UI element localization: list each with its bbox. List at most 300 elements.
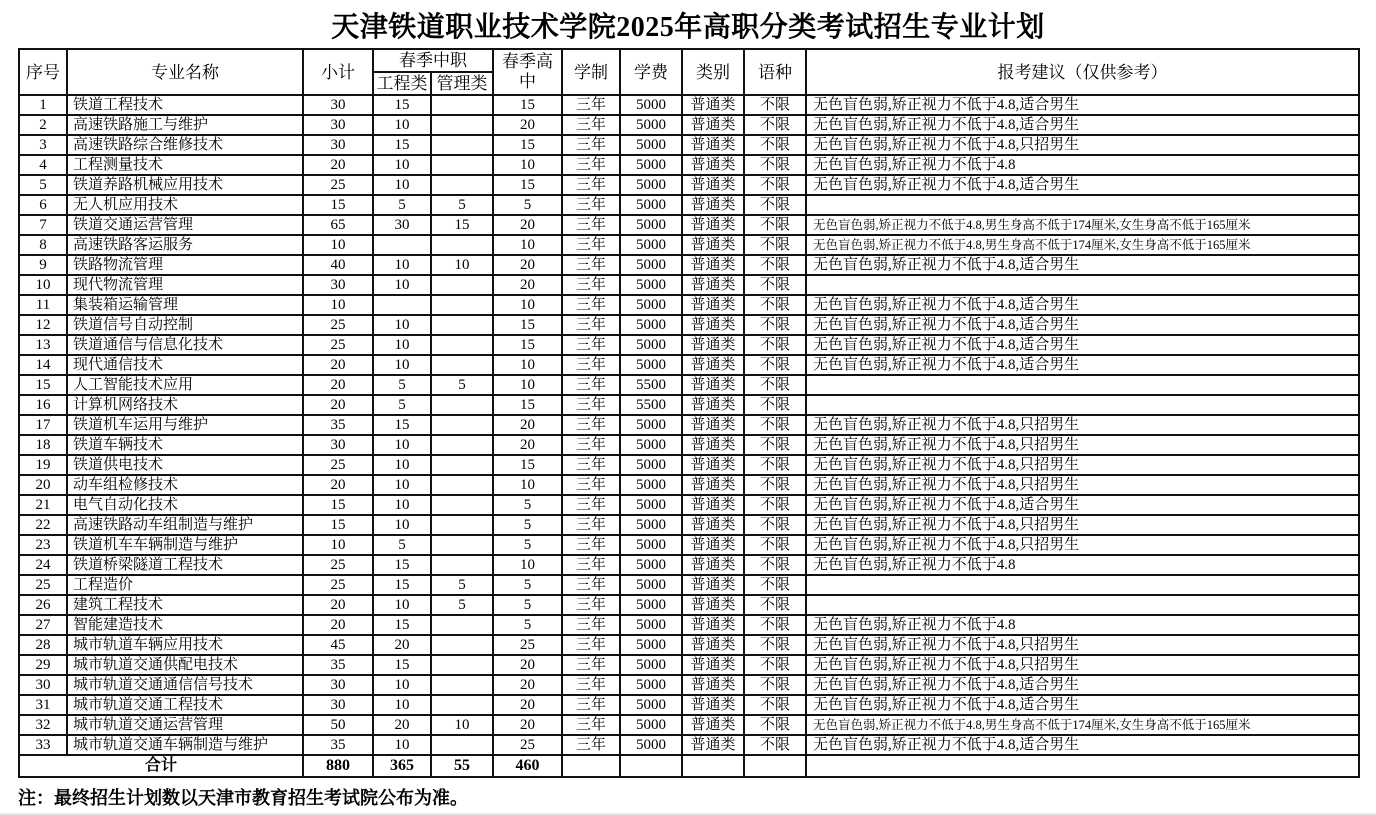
table-row — [19, 175, 1359, 195]
cell-subtotal: 30 — [303, 135, 373, 155]
cell-category: 普通类 — [682, 495, 744, 515]
cell-advice: 无色盲色弱,矫正视力不低于4.8,只招男生 — [806, 435, 1359, 455]
cell-management-count — [431, 675, 493, 695]
cell-management-count — [431, 155, 493, 175]
table-row — [19, 535, 1359, 555]
cell-spring-high-count: 20 — [493, 695, 562, 715]
cell-duration: 三年 — [562, 735, 620, 755]
cell-major-name: 铁道通信与信息化技术 — [67, 335, 303, 355]
cell-major-name: 人工智能技术应用 — [67, 375, 303, 395]
cell-row-number: 10 — [19, 275, 67, 295]
cell-category: 普通类 — [682, 175, 744, 195]
cell-management-count: 5 — [431, 595, 493, 615]
cell-tuition: 5000 — [620, 475, 682, 495]
cell-spring-high-count: 10 — [493, 295, 562, 315]
cell-tuition: 5000 — [620, 735, 682, 755]
table-row — [19, 715, 1359, 735]
cell-language: 不限 — [744, 695, 806, 715]
cell-major-name: 铁道车辆技术 — [67, 435, 303, 455]
cell-subtotal: 30 — [303, 95, 373, 115]
cell-management-count: 10 — [431, 255, 493, 275]
cell-spring-high-count: 20 — [493, 215, 562, 235]
table-row — [19, 255, 1359, 275]
cell-language: 不限 — [744, 315, 806, 335]
cell-category: 普通类 — [682, 455, 744, 475]
cell-engineering-count: 10 — [373, 515, 431, 535]
cell-row-number: 5 — [19, 175, 67, 195]
cell-advice — [806, 275, 1359, 295]
header-duration: 学制 — [562, 49, 620, 95]
cell-duration: 三年 — [562, 695, 620, 715]
cell-language: 不限 — [744, 95, 806, 115]
cell-row-number: 30 — [19, 675, 67, 695]
cell-row-number: 2 — [19, 115, 67, 135]
cell-management-count — [431, 555, 493, 575]
table-row — [19, 355, 1359, 375]
cell-duration: 三年 — [562, 535, 620, 555]
cell-row-number: 20 — [19, 475, 67, 495]
cell-duration: 三年 — [562, 435, 620, 455]
cell-management-count — [431, 435, 493, 455]
cell-management-count: 15 — [431, 215, 493, 235]
cell-advice: 无色盲色弱,矫正视力不低于4.8,只招男生 — [806, 535, 1359, 555]
cell-major-name: 动车组检修技术 — [67, 475, 303, 495]
cell-management-count — [431, 115, 493, 135]
cell-advice: 无色盲色弱,矫正视力不低于4.8,适合男生 — [806, 175, 1359, 195]
cell-subtotal: 20 — [303, 395, 373, 415]
cell-advice — [806, 375, 1359, 395]
cell-language: 不限 — [744, 175, 806, 195]
cell-major-name: 工程造价 — [67, 575, 303, 595]
cell-advice: 无色盲色弱,矫正视力不低于4.8,适合男生 — [806, 695, 1359, 715]
cell-language: 不限 — [744, 135, 806, 155]
cell-language: 不限 — [744, 715, 806, 735]
cell-engineering-count: 15 — [373, 615, 431, 635]
cell-row-number: 9 — [19, 255, 67, 275]
cell-total-management: 55 — [431, 755, 493, 777]
table-row — [19, 595, 1359, 615]
cell-tuition: 5000 — [620, 715, 682, 735]
cell-duration: 三年 — [562, 615, 620, 635]
cell-duration: 三年 — [562, 575, 620, 595]
cell-management-count — [431, 695, 493, 715]
cell-duration: 三年 — [562, 155, 620, 175]
cell-duration: 三年 — [562, 275, 620, 295]
cell-advice: 无色盲色弱,矫正视力不低于4.8 — [806, 155, 1359, 175]
cell-tuition: 5000 — [620, 595, 682, 615]
header-advice: 报考建议（仅供参考） — [806, 49, 1359, 95]
cell-duration: 三年 — [562, 415, 620, 435]
cell-duration: 三年 — [562, 95, 620, 115]
cell-advice: 无色盲色弱,矫正视力不低于4.8,适合男生 — [806, 335, 1359, 355]
cell-spring-high-count: 20 — [493, 415, 562, 435]
cell-engineering-count: 20 — [373, 635, 431, 655]
cell-advice: 无色盲色弱,矫正视力不低于4.8,只招男生 — [806, 475, 1359, 495]
cell-total-spring-high: 460 — [493, 755, 562, 777]
cell-advice: 无色盲色弱,矫正视力不低于4.8,只招男生 — [806, 415, 1359, 435]
cell-tuition: 5500 — [620, 375, 682, 395]
cell-tuition: 5000 — [620, 555, 682, 575]
cell-engineering-count: 5 — [373, 375, 431, 395]
cell-row-number: 22 — [19, 515, 67, 535]
cell-duration: 三年 — [562, 255, 620, 275]
cell-category: 普通类 — [682, 235, 744, 255]
cell-language: 不限 — [744, 735, 806, 755]
cell-duration: 三年 — [562, 235, 620, 255]
cell-language: 不限 — [744, 375, 806, 395]
cell-advice: 无色盲色弱,矫正视力不低于4.8,只招男生 — [806, 455, 1359, 475]
total-row — [19, 755, 1359, 777]
cell-subtotal: 15 — [303, 495, 373, 515]
cell-duration: 三年 — [562, 135, 620, 155]
cell-duration: 三年 — [562, 595, 620, 615]
cell-engineering-count: 10 — [373, 455, 431, 475]
cell-major-name: 高速铁路动车组制造与维护 — [67, 515, 303, 535]
cell-advice: 无色盲色弱,矫正视力不低于4.8,适合男生 — [806, 95, 1359, 115]
cell-total-subtotal: 880 — [303, 755, 373, 777]
cell-advice: 无色盲色弱,矫正视力不低于4.8,男生身高不低于174厘米,女生身高不低于165厘米 — [806, 715, 1359, 735]
cell-major-name: 高速铁路客运服务 — [67, 235, 303, 255]
cell-spring-high-count: 25 — [493, 635, 562, 655]
cell-management-count: 5 — [431, 195, 493, 215]
table-row — [19, 675, 1359, 695]
cell-category: 普通类 — [682, 315, 744, 335]
cell-spring-high-count: 10 — [493, 155, 562, 175]
cell-management-count — [431, 475, 493, 495]
cell-management-count — [431, 655, 493, 675]
table-row — [19, 335, 1359, 355]
cell-major-name: 智能建造技术 — [67, 615, 303, 635]
cell-subtotal: 25 — [303, 575, 373, 595]
cell-major-name: 铁道供电技术 — [67, 455, 303, 475]
table-header — [19, 49, 1359, 95]
cell-spring-high-count: 15 — [493, 335, 562, 355]
cell-subtotal: 20 — [303, 615, 373, 635]
cell-engineering-count: 10 — [373, 675, 431, 695]
cell-spring-high-count: 5 — [493, 495, 562, 515]
table-row — [19, 275, 1359, 295]
cell-spring-high-count: 10 — [493, 355, 562, 375]
cell-row-number: 21 — [19, 495, 67, 515]
cell-spring-high-count: 25 — [493, 735, 562, 755]
cell-tuition: 5000 — [620, 635, 682, 655]
cell-subtotal: 25 — [303, 315, 373, 335]
cell-advice: 无色盲色弱,矫正视力不低于4.8,只招男生 — [806, 655, 1359, 675]
cell-advice: 无色盲色弱,矫正视力不低于4.8,男生身高不低于174厘米,女生身高不低于165厘米 — [806, 235, 1359, 255]
cell-advice: 无色盲色弱,矫正视力不低于4.8 — [806, 555, 1359, 575]
cell-advice: 无色盲色弱,矫正视力不低于4.8,适合男生 — [806, 115, 1359, 135]
cell-advice — [806, 395, 1359, 415]
header-category: 类别 — [682, 49, 744, 95]
cell-category: 普通类 — [682, 435, 744, 455]
cell-spring-high-count: 15 — [493, 395, 562, 415]
cell-row-number: 33 — [19, 735, 67, 755]
cell-subtotal: 35 — [303, 735, 373, 755]
enrollment-plan-table — [18, 48, 1360, 778]
cell-engineering-count: 30 — [373, 215, 431, 235]
cell-category: 普通类 — [682, 575, 744, 595]
header-management: 管理类 — [431, 72, 493, 95]
cell-management-count — [431, 535, 493, 555]
cell-engineering-count: 10 — [373, 495, 431, 515]
cell-subtotal: 25 — [303, 335, 373, 355]
cell-category: 普通类 — [682, 595, 744, 615]
cell-subtotal: 20 — [303, 595, 373, 615]
cell-advice — [806, 195, 1359, 215]
cell-tuition: 5500 — [620, 395, 682, 415]
table-row — [19, 415, 1359, 435]
cell-tuition: 5000 — [620, 415, 682, 435]
cell-subtotal: 50 — [303, 715, 373, 735]
cell-major-name: 现代通信技术 — [67, 355, 303, 375]
cell-tuition: 5000 — [620, 615, 682, 635]
cell-duration: 三年 — [562, 395, 620, 415]
table-row — [19, 295, 1359, 315]
cell-category: 普通类 — [682, 215, 744, 235]
cell-duration: 三年 — [562, 195, 620, 215]
cell-tuition: 5000 — [620, 135, 682, 155]
table-row — [19, 495, 1359, 515]
cell-category: 普通类 — [682, 275, 744, 295]
cell-management-count — [431, 335, 493, 355]
table-row — [19, 395, 1359, 415]
cell-advice — [806, 595, 1359, 615]
cell-row-number: 13 — [19, 335, 67, 355]
cell-language: 不限 — [744, 455, 806, 475]
cell-row-number: 19 — [19, 455, 67, 475]
cell-spring-high-count: 20 — [493, 655, 562, 675]
cell-spring-high-count: 5 — [493, 615, 562, 635]
table-row — [19, 515, 1359, 535]
cell-row-number: 3 — [19, 135, 67, 155]
cell-row-number: 12 — [19, 315, 67, 335]
cell-spring-high-count: 15 — [493, 455, 562, 475]
cell-engineering-count: 10 — [373, 355, 431, 375]
cell-major-name: 无人机应用技术 — [67, 195, 303, 215]
cell-row-number: 15 — [19, 375, 67, 395]
table-row — [19, 475, 1359, 495]
table-row — [19, 195, 1359, 215]
cell-engineering-count: 15 — [373, 95, 431, 115]
cell-duration: 三年 — [562, 315, 620, 335]
cell-language: 不限 — [744, 535, 806, 555]
cell-management-count — [431, 235, 493, 255]
table-row — [19, 315, 1359, 335]
cell-major-name: 城市轨道交通车辆制造与维护 — [67, 735, 303, 755]
header-no: 序号 — [19, 49, 67, 95]
cell-subtotal: 30 — [303, 675, 373, 695]
cell-major-name: 电气自动化技术 — [67, 495, 303, 515]
cell-tuition: 5000 — [620, 515, 682, 535]
table-row — [19, 615, 1359, 635]
cell-tuition: 5000 — [620, 315, 682, 335]
header-subtotal: 小计 — [303, 49, 373, 95]
cell-language: 不限 — [744, 335, 806, 355]
cell-row-number: 18 — [19, 435, 67, 455]
cell-major-name: 铁道交通运营管理 — [67, 215, 303, 235]
cell-row-number: 32 — [19, 715, 67, 735]
cell-tuition: 5000 — [620, 155, 682, 175]
cell-total-duration — [562, 755, 620, 777]
cell-management-count — [431, 495, 493, 515]
cell-spring-high-count: 10 — [493, 235, 562, 255]
header-major: 专业名称 — [67, 49, 303, 95]
cell-subtotal: 15 — [303, 195, 373, 215]
cell-language: 不限 — [744, 575, 806, 595]
cell-advice: 无色盲色弱,矫正视力不低于4.8,只招男生 — [806, 135, 1359, 155]
cell-language: 不限 — [744, 395, 806, 415]
cell-engineering-count: 15 — [373, 135, 431, 155]
cell-major-name: 工程测量技术 — [67, 155, 303, 175]
cell-management-count — [431, 635, 493, 655]
cell-language: 不限 — [744, 355, 806, 375]
cell-duration: 三年 — [562, 355, 620, 375]
cell-subtotal: 35 — [303, 655, 373, 675]
cell-duration: 三年 — [562, 175, 620, 195]
header-tuition: 学费 — [620, 49, 682, 95]
cell-advice: 无色盲色弱,矫正视力不低于4.8,只招男生 — [806, 635, 1359, 655]
cell-tuition: 5000 — [620, 575, 682, 595]
cell-advice: 无色盲色弱,矫正视力不低于4.8,男生身高不低于174厘米,女生身高不低于165厘米 — [806, 215, 1359, 235]
cell-duration: 三年 — [562, 655, 620, 675]
cell-tuition: 5000 — [620, 495, 682, 515]
cell-tuition: 5000 — [620, 335, 682, 355]
cell-engineering-count: 10 — [373, 155, 431, 175]
cell-tuition: 5000 — [620, 115, 682, 135]
cell-language: 不限 — [744, 295, 806, 315]
cell-subtotal: 15 — [303, 515, 373, 535]
cell-engineering-count: 10 — [373, 695, 431, 715]
table-row — [19, 155, 1359, 175]
cell-engineering-count: 10 — [373, 595, 431, 615]
cell-engineering-count: 5 — [373, 395, 431, 415]
cell-spring-high-count: 15 — [493, 95, 562, 115]
page-title: 天津铁道职业技术学院2025年高职分类考试招生专业计划 — [331, 12, 1045, 43]
cell-duration: 三年 — [562, 375, 620, 395]
cell-tuition: 5000 — [620, 215, 682, 235]
cell-duration: 三年 — [562, 475, 620, 495]
cell-spring-high-count: 5 — [493, 595, 562, 615]
cell-tuition: 5000 — [620, 275, 682, 295]
cell-duration: 三年 — [562, 515, 620, 535]
cell-spring-high-count: 20 — [493, 435, 562, 455]
cell-language: 不限 — [744, 495, 806, 515]
table-row — [19, 655, 1359, 675]
cell-management-count — [431, 455, 493, 475]
cell-engineering-count: 10 — [373, 175, 431, 195]
cell-major-name: 铁路物流管理 — [67, 255, 303, 275]
cell-major-name: 铁道工程技术 — [67, 95, 303, 115]
cell-tuition: 5000 — [620, 655, 682, 675]
cell-management-count — [431, 135, 493, 155]
cell-duration: 三年 — [562, 675, 620, 695]
cell-language: 不限 — [744, 655, 806, 675]
table-row — [19, 635, 1359, 655]
cell-row-number: 28 — [19, 635, 67, 655]
cell-management-count: 5 — [431, 375, 493, 395]
cell-spring-high-count: 15 — [493, 175, 562, 195]
cell-language: 不限 — [744, 115, 806, 135]
cell-management-count: 10 — [431, 715, 493, 735]
cell-row-number: 27 — [19, 615, 67, 635]
table-row — [19, 575, 1359, 595]
cell-category: 普通类 — [682, 135, 744, 155]
cell-subtotal: 65 — [303, 215, 373, 235]
cell-total-tuition — [620, 755, 682, 777]
cell-engineering-count: 10 — [373, 115, 431, 135]
cell-category: 普通类 — [682, 535, 744, 555]
cell-language: 不限 — [744, 155, 806, 175]
footnote: 注：最终招生计划数以天津市教育招生考试院公布为准。 — [18, 788, 468, 808]
cell-management-count — [431, 315, 493, 335]
cell-engineering-count — [373, 295, 431, 315]
cell-total-category — [682, 755, 744, 777]
cell-advice: 无色盲色弱,矫正视力不低于4.8,适合男生 — [806, 255, 1359, 275]
cell-subtotal: 10 — [303, 295, 373, 315]
table-row — [19, 115, 1359, 135]
cell-tuition: 5000 — [620, 235, 682, 255]
cell-engineering-count: 10 — [373, 275, 431, 295]
cell-engineering-count — [373, 235, 431, 255]
cell-category: 普通类 — [682, 555, 744, 575]
cell-engineering-count: 10 — [373, 255, 431, 275]
cell-row-number: 14 — [19, 355, 67, 375]
cell-subtotal: 20 — [303, 375, 373, 395]
cell-management-count: 5 — [431, 575, 493, 595]
cell-tuition: 5000 — [620, 535, 682, 555]
cell-major-name: 城市轨道交通供配电技术 — [67, 655, 303, 675]
cell-row-number: 4 — [19, 155, 67, 175]
table-row — [19, 695, 1359, 715]
cell-spring-high-count: 5 — [493, 535, 562, 555]
header-spring-high: 春季高中 — [493, 49, 562, 95]
cell-total-advice — [806, 755, 1359, 777]
cell-language: 不限 — [744, 435, 806, 455]
cell-category: 普通类 — [682, 355, 744, 375]
cell-management-count — [431, 295, 493, 315]
cell-major-name: 集装箱运输管理 — [67, 295, 303, 315]
cell-language: 不限 — [744, 555, 806, 575]
cell-row-number: 29 — [19, 655, 67, 675]
cell-subtotal: 30 — [303, 695, 373, 715]
cell-duration: 三年 — [562, 115, 620, 135]
cell-category: 普通类 — [682, 735, 744, 755]
cell-total-label: 合计 — [19, 755, 303, 777]
cell-language: 不限 — [744, 415, 806, 435]
cell-major-name: 铁道信号自动控制 — [67, 315, 303, 335]
cell-spring-high-count: 20 — [493, 255, 562, 275]
cell-category: 普通类 — [682, 335, 744, 355]
cell-duration: 三年 — [562, 555, 620, 575]
cell-management-count — [431, 355, 493, 375]
cell-subtotal: 25 — [303, 455, 373, 475]
cell-advice: 无色盲色弱,矫正视力不低于4.8,适合男生 — [806, 295, 1359, 315]
cell-major-name: 建筑工程技术 — [67, 595, 303, 615]
cell-tuition: 5000 — [620, 355, 682, 375]
cell-language: 不限 — [744, 255, 806, 275]
cell-duration: 三年 — [562, 495, 620, 515]
cell-category: 普通类 — [682, 255, 744, 275]
cell-duration: 三年 — [562, 215, 620, 235]
cell-management-count — [431, 415, 493, 435]
cell-subtotal: 35 — [303, 415, 373, 435]
cell-advice: 无色盲色弱,矫正视力不低于4.8 — [806, 615, 1359, 635]
cell-subtotal: 20 — [303, 475, 373, 495]
cell-category: 普通类 — [682, 675, 744, 695]
cell-row-number: 26 — [19, 595, 67, 615]
cell-spring-high-count: 20 — [493, 275, 562, 295]
cell-language: 不限 — [744, 475, 806, 495]
